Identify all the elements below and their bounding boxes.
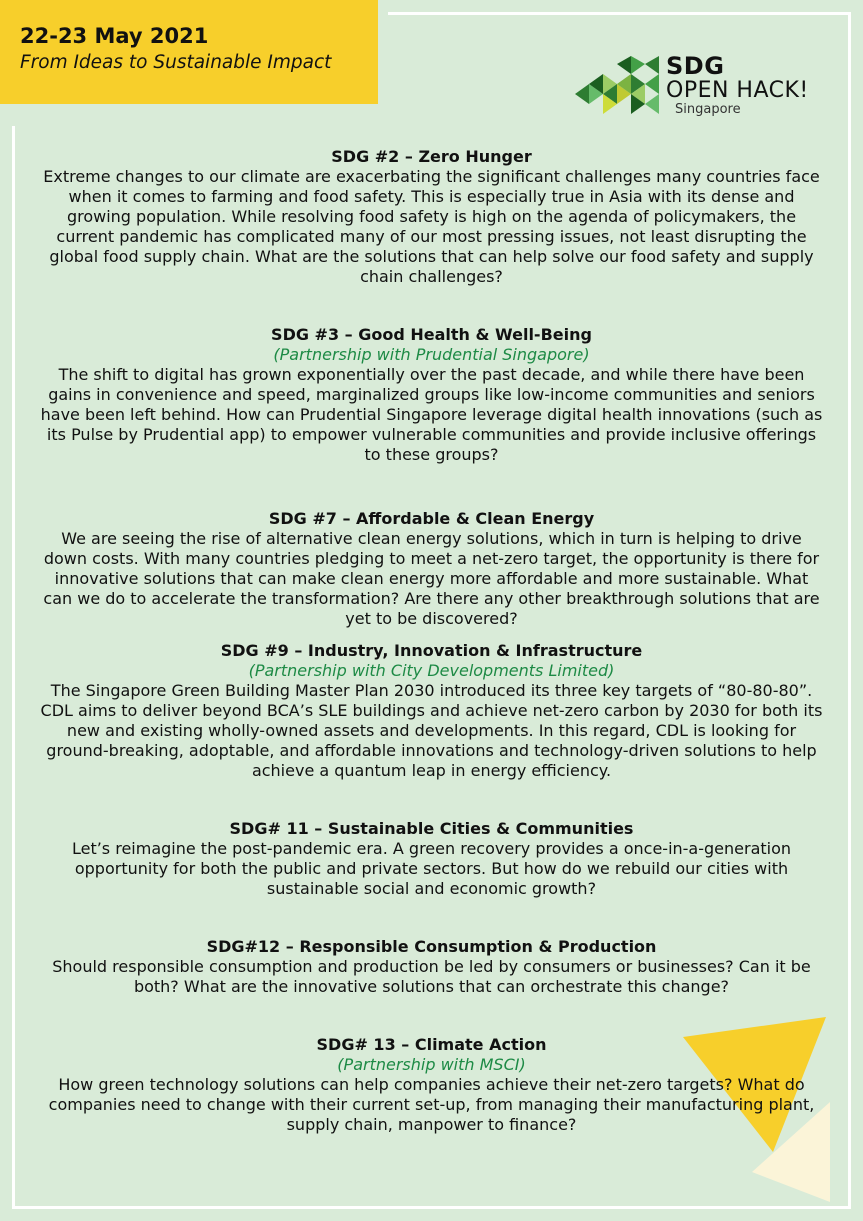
- section-partner: (Partnership with Prudential Singapore): [273, 345, 590, 364]
- sdg-challenge-list: [40, 147, 823, 1135]
- section-title: SDG #9 – Industry, Innovation & Infrastructure: [220, 641, 643, 660]
- frame-border-top: [388, 12, 851, 15]
- section-body: The Singapore Green Building Master Plan 2030 introduced its three key targets of “80-80-80”. CDL aims to deliver beyond BCA’s SLE buildings and achieve net-zero carbon by 2030 for both its new and existing wholly-owned assets and developments. In this regard, CDL is looking for ground-breaking, adoptable, and affordable innovations and technology-driven solutions to help achieve a quantum leap in energy efficiency.: [40, 681, 823, 780]
- section-partner: (Partnership with City Developments Limited): [248, 661, 615, 680]
- section-sdg-11: [40, 819, 823, 899]
- logo-sdg-text: SDG: [666, 52, 725, 80]
- section-sdg-12: [40, 937, 823, 997]
- triangle-mosaic-icon: [575, 56, 665, 118]
- section-body: The shift to digital has grown exponentially over the past decade, and while there have been gains in convenience and speed, marginalized groups like low-income communities and seniors have been left behind. How can Prudential Singapore leverage digital health innovations (such as its Pulse by Prudential app) to empower vulnerable communities and provide inclusive offerings to these groups?: [40, 365, 823, 464]
- frame-border-bottom: [12, 1206, 851, 1209]
- section-title: SDG #3 – Good Health & Well-Being: [271, 325, 592, 344]
- section-sdg-13: [40, 1035, 823, 1135]
- event-tagline: From Ideas to Sustainable Impact: [20, 52, 332, 73]
- date-banner: [0, 0, 378, 104]
- section-body: Let’s reimagine the post-pandemic era. A green recovery provides a once-in-a-generation opportunity for both the public and private sectors. But how do we rebuild our cities with sustainable social and economic growth?: [71, 839, 792, 898]
- sdg-open-hack-logo: [575, 52, 835, 122]
- section-body: Should responsible consumption and production be led by consumers or businesses? Can it be both? What are the innovative solutions that can orchestrate this change?: [52, 957, 811, 996]
- frame-border-right: [848, 12, 851, 1209]
- section-body: We are seeing the rise of alternative clean energy solutions, which in turn is helping to drive down costs. With many countries pledging to meet a net-zero target, the opportunity is there for innovative solutions that can make clean energy more affordable and more sustainable. What can we do to accelerate the transformation? Are there any other breakthrough solutions that are yet to be discovered?: [43, 529, 820, 628]
- section-body: Extreme changes to our climate are exacerbating the significant challenges many countries face when it comes to farming and food safety. This is especially true in Asia with its dense and growing population. While resolving food safety is high on the agenda of policymakers, the current pandemic has complicated many of our most pressing issues, not least disrupting the global food supply chain. What are the solutions that can help solve our food safety and supply chain challenges?: [43, 167, 820, 286]
- logo-open-hack-text: OPEN HACK!: [666, 78, 809, 103]
- section-title: SDG #7 – Affordable & Clean Energy: [268, 509, 595, 528]
- event-date: 22-23 May 2021: [20, 24, 209, 48]
- section-sdg-9: [40, 641, 823, 781]
- section-title: SDG# 11 – Sustainable Cities & Communities: [229, 819, 634, 838]
- section-sdg-7: [40, 509, 823, 629]
- section-body: How green technology solutions can help companies achieve their net-zero targets? What do companies need to change with their current set-up, from managing their manufacturing plant, supply chain, manpower to finance?: [48, 1075, 815, 1134]
- section-title: SDG#12 – Responsible Consumption & Production: [206, 937, 657, 956]
- section-partner: (Partnership with MSCI): [337, 1055, 526, 1074]
- section-sdg-2: [40, 147, 823, 287]
- section-title: SDG# 13 – Climate Action: [316, 1035, 547, 1054]
- logo-location-text: Singapore: [675, 102, 741, 117]
- section-sdg-3: [40, 325, 823, 465]
- frame-border-left: [12, 126, 15, 1209]
- section-title: SDG #2 – Zero Hunger: [331, 147, 532, 166]
